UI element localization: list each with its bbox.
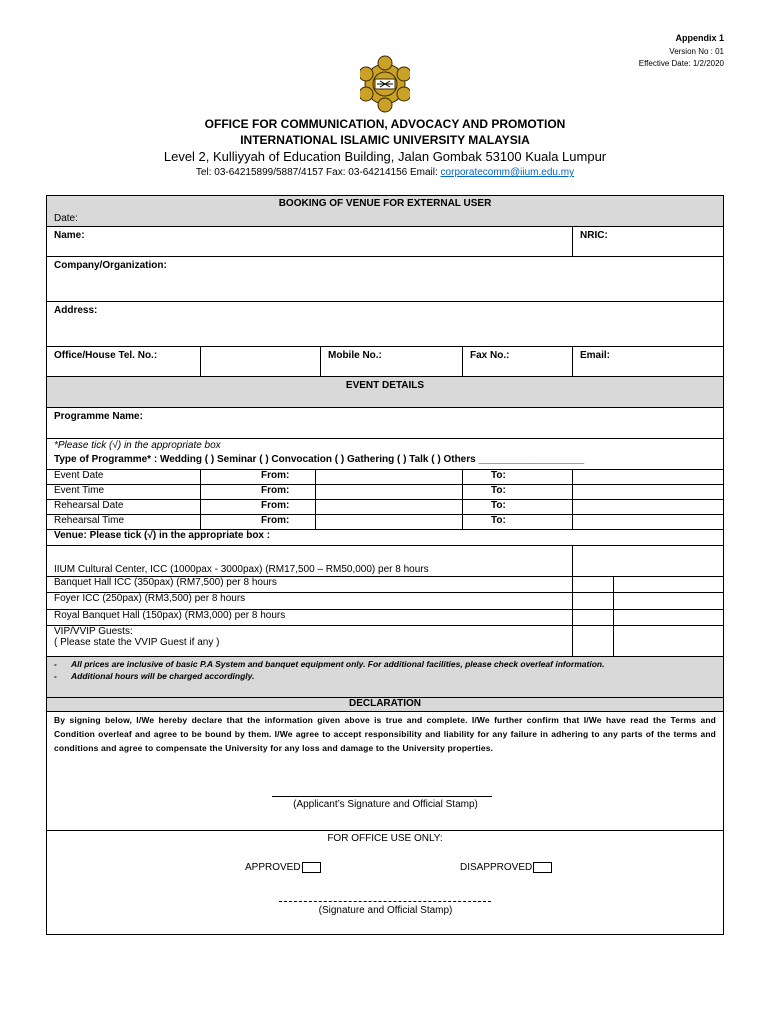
rehearsal-time-to-label: To: xyxy=(463,515,573,530)
name-label: Name: xyxy=(54,230,85,241)
office-tel-input[interactable] xyxy=(201,347,321,377)
event-time-from-label: From: xyxy=(201,485,316,500)
mobile-label: Mobile No.: xyxy=(328,350,382,361)
address-label: Address: xyxy=(54,305,98,316)
programme-name-label: Programme Name: xyxy=(54,411,143,422)
office-signature-label: (Signature and Official Stamp) xyxy=(318,905,453,916)
vip-box[interactable] xyxy=(573,626,724,657)
venue-checkbox-royal[interactable] xyxy=(573,610,724,626)
nric-field[interactable] xyxy=(573,227,724,257)
office-address: Level 2, Kulliyyah of Education Building, Jalan Gombak 53100 Kuala Lumpur xyxy=(163,149,607,164)
form-title: BOOKING OF VENUE FOR EXTERNAL USER xyxy=(47,196,724,227)
booking-form xyxy=(46,195,724,935)
company-label: Company/Organization: xyxy=(54,260,167,271)
programme-type-line[interactable]: Type of Programme* : Wedding ( ) Seminar ( ) Convocation ( ) Gathering ( ) Talk ( ) Others ___________________ xyxy=(47,454,724,470)
venue-heading: Venue: Please tick (√) in the appropriate box : xyxy=(47,530,724,546)
vip-note: ( Please state the VVIP Guest if any ) xyxy=(54,637,220,648)
email-field[interactable] xyxy=(573,347,724,377)
appendix-title: Appendix 1 xyxy=(675,33,724,43)
office-signature-line[interactable] xyxy=(279,901,491,902)
office-use-section xyxy=(47,831,724,935)
contact-details: Tel: 03-64215899/5887/4157 Fax: 03-64214156 Email: xyxy=(195,167,441,178)
event-date-to-input[interactable] xyxy=(573,470,724,485)
event-time-label: Event Time xyxy=(47,485,201,500)
rehearsal-date-from-input[interactable] xyxy=(316,500,463,515)
rehearsal-date-label: Rehearsal Date xyxy=(47,500,201,515)
rehearsal-date-to-input[interactable] xyxy=(573,500,724,515)
approved-option[interactable] xyxy=(245,862,321,873)
venue-option-banquet xyxy=(47,577,573,593)
rehearsal-date-to-label: To: xyxy=(463,500,573,515)
effective-date: Effective Date: 1/2/2020 xyxy=(638,59,724,68)
pricing-note-text: Additional hours will be charged accordingly. xyxy=(71,671,255,681)
declaration-section xyxy=(47,712,724,831)
vip-label: VIP/VVIP Guests: xyxy=(54,626,133,637)
rehearsal-time-label: Rehearsal Time xyxy=(47,515,201,530)
pricing-note-text: All prices are inclusive of basic P.A System and banquet equipment only. For additional facilities, please check overleaf information. xyxy=(71,659,605,669)
venue-checkbox-foyer[interactable] xyxy=(573,593,724,610)
rehearsal-time-from-label: From: xyxy=(201,515,316,530)
tick-note: *Please tick (√) in the appropriate box xyxy=(47,439,724,454)
office-title: OFFICE FOR COMMUNICATION, ADVOCACY AND PROMOTION xyxy=(204,117,566,131)
event-time-to-label: To: xyxy=(463,485,573,500)
office-use-heading: FOR OFFICE USE ONLY: xyxy=(327,833,443,844)
event-details-heading: EVENT DETAILS xyxy=(47,377,724,408)
company-field[interactable] xyxy=(47,257,724,302)
pricing-note-item: - All prices are inclusive of basic P.A System and banquet equipment only. For additional facilities, please check overleaf information. xyxy=(54,659,605,669)
event-date-to-label: To: xyxy=(463,470,573,485)
venue-checkbox-banquet[interactable] xyxy=(573,577,724,593)
signature-line xyxy=(272,796,492,797)
pricing-notes xyxy=(47,657,724,698)
email-label: Email: xyxy=(580,350,611,361)
event-date-label: Event Date xyxy=(47,470,201,485)
venue-option-label: Banquet Hall ICC (350pax) (RM7,500) per 8 hours xyxy=(54,577,277,588)
disapproved-option[interactable] xyxy=(460,862,552,873)
event-date-from-input[interactable] xyxy=(316,470,463,485)
approved-label: APPROVED xyxy=(245,862,301,874)
venue-option-royal xyxy=(47,610,573,626)
venue-option-foyer xyxy=(47,593,573,610)
venue-option-label: Royal Banquet Hall (150pax) (RM3,000) per 8 hours xyxy=(54,610,286,621)
mobile-field[interactable] xyxy=(321,347,463,377)
event-date-from-label: From: xyxy=(201,470,316,485)
university-title: INTERNATIONAL ISLAMIC UNIVERSITY MALAYSIA xyxy=(240,133,530,147)
approved-checkbox[interactable] xyxy=(302,862,321,873)
fax-label: Fax No.: xyxy=(470,350,510,361)
rehearsal-time-to-input[interactable] xyxy=(573,515,724,530)
disapproved-checkbox[interactable] xyxy=(533,862,552,873)
address-field[interactable] xyxy=(47,302,724,347)
applicant-signature-area[interactable] xyxy=(54,755,716,813)
event-time-from-input[interactable] xyxy=(316,485,463,500)
rehearsal-date-from-label: From: xyxy=(201,500,316,515)
office-tel-label: Office/House Tel. No.: xyxy=(47,347,201,377)
disapproved-label: DISAPPROVED xyxy=(460,862,533,874)
university-logo xyxy=(360,55,410,113)
programme-name-field[interactable] xyxy=(47,408,724,439)
pricing-note-item: - Additional hours will be charged accordingly. xyxy=(54,671,255,681)
rehearsal-time-from-input[interactable] xyxy=(316,515,463,530)
vip-field[interactable] xyxy=(47,626,573,657)
venue-option-label: IIUM Cultural Center, ICC (1000pax - 3000pax) (RM17,500 – RM50,000) per 8 hours xyxy=(54,564,429,575)
applicant-signature-label: (Applicant’s Signature and Official Stamp) xyxy=(293,799,478,810)
declaration-heading: DECLARATION xyxy=(47,698,724,712)
fax-field[interactable] xyxy=(463,347,573,377)
declaration-text: By signing below, I/We hereby declare that the information given above is true and complete. I/We further confirm that I/We have read the Terms and Condition overleaf and agree to be bound by them. I/We agree to accept responsibility and liability for any failure in adhering to any parts of the terms and conditions and agree to compensate the University for any loss and damage to the University properties. xyxy=(54,715,717,753)
nric-label: NRIC: xyxy=(580,230,608,241)
name-field[interactable]: Date: Name: xyxy=(47,227,573,257)
venue-checkbox-icc[interactable] xyxy=(573,546,724,577)
contact-line xyxy=(0,167,770,178)
email-link[interactable]: corporatecomm@iium.edu.my xyxy=(440,167,575,178)
venue-option-label: Foyer ICC (250pax) (RM3,500) per 8 hours xyxy=(54,593,246,604)
version-number: Version No : 01 xyxy=(669,47,724,56)
venue-option-icc xyxy=(47,546,573,577)
event-time-to-input[interactable] xyxy=(573,485,724,500)
